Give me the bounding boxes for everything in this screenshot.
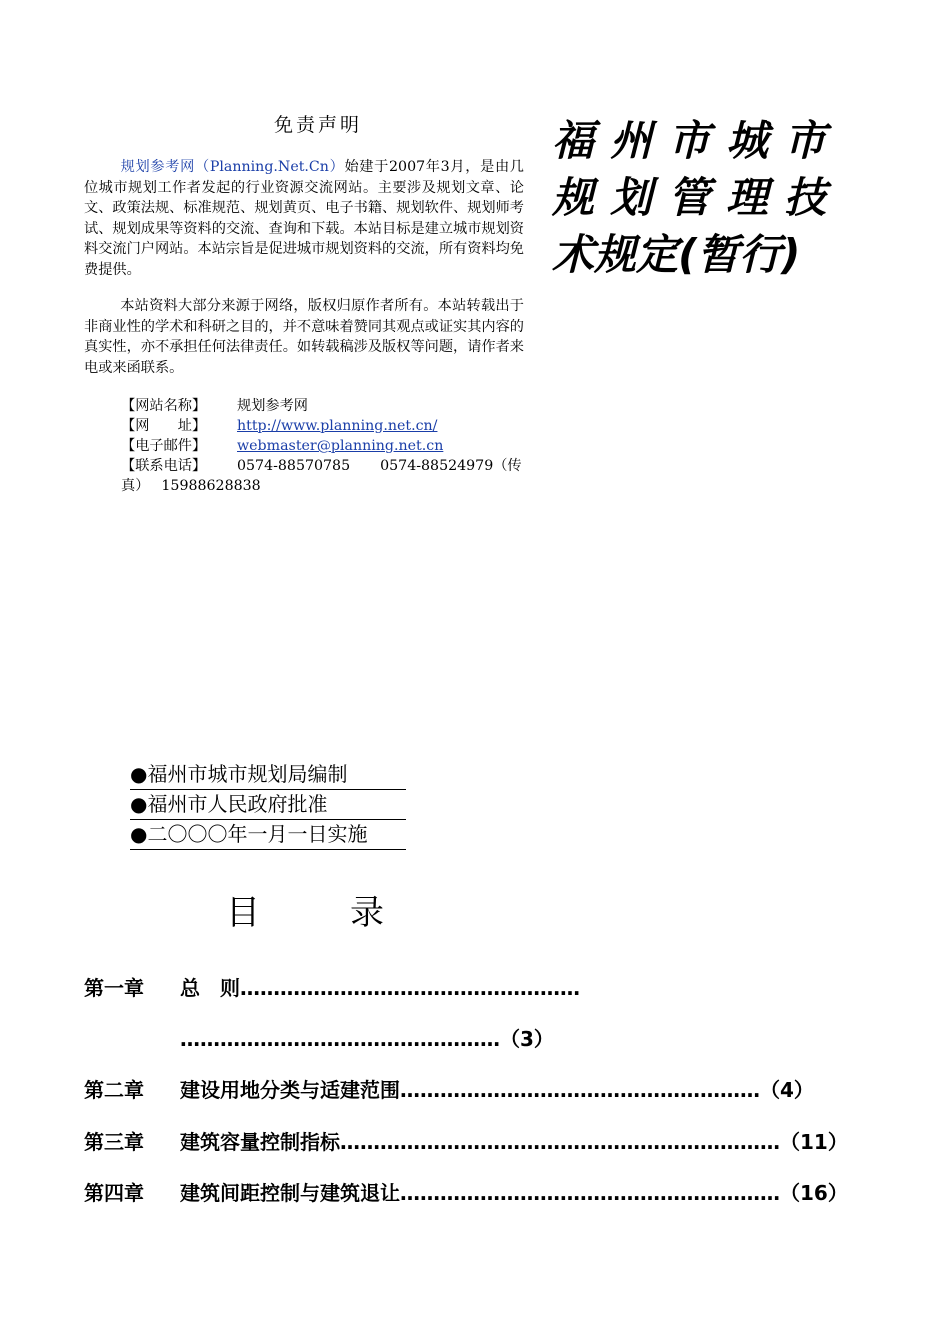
site-phone-row bbox=[121, 456, 531, 476]
toc-entry[interactable] bbox=[84, 1126, 848, 1155]
toc-entry-chapter: 第二章 bbox=[84, 1078, 144, 1102]
toc-entry-page: （3） bbox=[500, 1027, 554, 1051]
site-phone-2: 0574-88524979（传 bbox=[380, 458, 522, 474]
toc-entry-page: （11） bbox=[780, 1130, 848, 1154]
toc-entry-chapter: 第四章 bbox=[84, 1181, 144, 1205]
site-phone-label: 【联系电话】 bbox=[121, 458, 207, 474]
toc-entry-title: 建筑容量控制指标 bbox=[180, 1130, 340, 1154]
site-phone-1: 0574-88570785 bbox=[237, 458, 351, 474]
toc-entry-title: 总 则 bbox=[180, 976, 240, 1000]
toc-entry[interactable] bbox=[84, 972, 580, 1001]
toc-entry-title: 建筑间距控制与建筑退让 bbox=[180, 1181, 400, 1205]
toc-entry-chapter: 第三章 bbox=[84, 1130, 144, 1154]
site-name-row bbox=[121, 396, 531, 416]
document-title bbox=[552, 112, 852, 283]
site-url-link[interactable]: http://www.planning.net.cn/ bbox=[237, 418, 438, 434]
site-phone-wrap-row bbox=[121, 476, 531, 496]
site-url-label: 【网 址】 bbox=[121, 418, 207, 434]
toc-entry[interactable] bbox=[84, 1177, 848, 1206]
site-name-label: 【网站名称】 bbox=[121, 398, 207, 414]
site-name-value: 规划参考网 bbox=[237, 398, 308, 414]
site-phone-wrap: 真） bbox=[121, 478, 150, 494]
site-email-label: 【电子邮件】 bbox=[121, 438, 207, 454]
toc-entry[interactable] bbox=[84, 1074, 814, 1103]
site-info-block bbox=[121, 396, 531, 496]
document-title-line-2: 规划管理技 bbox=[552, 173, 843, 222]
site-email-link[interactable]: webmaster@planning.net.cn bbox=[237, 438, 444, 454]
toc-entry-dots: ………………………………………………… bbox=[400, 1181, 780, 1205]
toc-entry[interactable] bbox=[180, 1023, 554, 1052]
toc-entry-chapter: 第一章 bbox=[84, 976, 144, 1000]
site-email-row bbox=[121, 436, 531, 456]
document-title-line-1: 福州市城市 bbox=[552, 116, 843, 165]
toc-heading-right: 录 bbox=[350, 893, 384, 933]
disclaimer-paragraph-2-text: 本站资料大部分来源于网络，版权归原作者所有。本站转载出于非商业性的学术和科研之目的，并不意味着赞同其观点或证实其内容的真实性，亦不承担任何法律责任。如转载稿涉及版权等问题，请作者来电或来函联系。 bbox=[84, 298, 524, 376]
approval-item: ●福州市人民政府批准 bbox=[130, 790, 406, 820]
toc-heading-left: 目 bbox=[226, 893, 260, 933]
approval-list bbox=[130, 760, 406, 850]
approval-item: ●福州市城市规划局编制 bbox=[130, 760, 406, 790]
toc-entry-page: （4） bbox=[760, 1078, 814, 1102]
disclaimer-paragraph-1 bbox=[84, 157, 524, 280]
site-phone-3: 15988628838 bbox=[161, 478, 261, 494]
disclaimer-paragraph-2 bbox=[84, 296, 524, 378]
approval-item: ●二〇〇〇年一月一日实施 bbox=[130, 820, 406, 850]
toc-entry-dots: …………………………………………… bbox=[240, 976, 580, 1000]
document-title-line-3: 术规定(暂行) bbox=[552, 230, 801, 279]
toc-entry-dots: ……………………………………………… bbox=[400, 1078, 760, 1102]
disclaimer-title: 免责声明 bbox=[274, 114, 363, 136]
site-url-row bbox=[121, 416, 531, 436]
toc-entry-dots: ………………………………………………………… bbox=[340, 1130, 780, 1154]
site-name-link-text: 规划参考网（Planning.Net.Cn） bbox=[120, 159, 345, 175]
toc-entry-title: 建设用地分类与适建范围 bbox=[180, 1078, 400, 1102]
toc-heading bbox=[226, 885, 384, 934]
toc-entry-page: （16） bbox=[780, 1181, 848, 1205]
disclaimer-paragraph-1-text: 始建于2007年3月，是由几位城市规划工作者发起的行业资源交流网站。主要涉及规划文章、论文、政策法规、标准规范、规划黄页、电子书籍、规划软件、规划师考试、规划成果等资料的交流、查询和下载。本站目标是建立城市规划资料交流门户网站。本站宗旨是促进城市规划资料的交流，所有资料均免费提供。 bbox=[84, 159, 524, 278]
toc-entry-dots: ………………………………………… bbox=[180, 1027, 500, 1051]
